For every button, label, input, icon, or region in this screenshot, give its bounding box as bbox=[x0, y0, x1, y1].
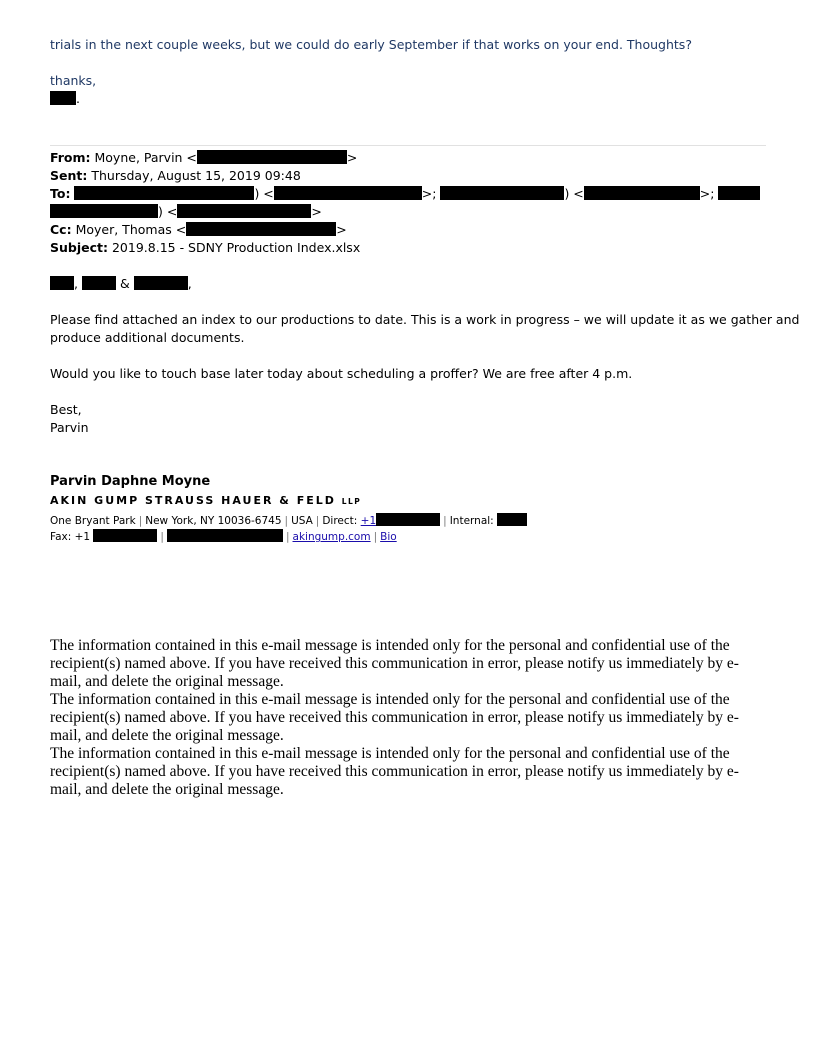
redaction-block bbox=[167, 529, 283, 542]
address-street: One Bryant Park bbox=[50, 515, 136, 527]
fax-line bbox=[50, 529, 397, 545]
address-city: New York, NY 10036-6745 bbox=[145, 515, 282, 527]
firm-name bbox=[50, 494, 361, 507]
separator: | bbox=[285, 531, 290, 543]
signature-name: Parvin Daphne Moyne bbox=[50, 474, 211, 489]
separator: | bbox=[284, 515, 289, 527]
separator: | bbox=[138, 515, 143, 527]
body-signoff: Parvin bbox=[50, 420, 89, 435]
redaction-block bbox=[497, 513, 527, 526]
greeting bbox=[50, 275, 192, 293]
greeting-amp: & bbox=[119, 276, 130, 291]
redaction-block bbox=[177, 204, 311, 218]
redaction-block bbox=[197, 150, 347, 164]
sent-value: Thursday, August 15, 2019 09:48 bbox=[91, 168, 301, 183]
redaction-block bbox=[74, 186, 254, 200]
to-line bbox=[50, 185, 760, 203]
internal-label: Internal: bbox=[449, 515, 494, 527]
redaction-block bbox=[718, 186, 760, 200]
redaction-block bbox=[50, 91, 76, 105]
sent-line bbox=[50, 167, 301, 185]
cc-close: > bbox=[336, 222, 347, 237]
to-line-cont bbox=[50, 203, 322, 221]
firm-suffix: LLP bbox=[341, 497, 362, 506]
disclaimer-paragraph: The information contained in this e-mail message is intended only for the personal and confidential use of the recipient(s) named above. If you have received this communication in error, please notify us immediately by e-mail, and delete the original message. bbox=[50, 745, 739, 798]
address-country: USA bbox=[291, 515, 313, 527]
to-label: To: bbox=[50, 186, 71, 201]
separator: | bbox=[443, 515, 447, 527]
separator: | bbox=[315, 515, 320, 527]
dot: . bbox=[76, 91, 80, 106]
direct-label: Direct: bbox=[322, 515, 358, 527]
to-sep: ) < bbox=[254, 186, 274, 201]
to-sep: >; bbox=[699, 186, 715, 201]
quoted-line: trials in the next couple weeks, but we could do early September if that works on your end. Thoughts? bbox=[50, 37, 692, 52]
quoted-thanks: thanks, bbox=[50, 73, 97, 88]
address-line bbox=[50, 513, 527, 529]
quoted-signature bbox=[50, 90, 80, 108]
redaction-block bbox=[134, 276, 188, 290]
bio-link[interactable]: Bio bbox=[380, 531, 397, 543]
website-link[interactable]: akingump.com bbox=[292, 531, 371, 543]
cc-value: Moyer, Thomas < bbox=[75, 222, 187, 237]
body-para1-line2: produce additional documents. bbox=[50, 330, 245, 345]
disclaimer-block bbox=[50, 637, 766, 799]
from-close: > bbox=[346, 150, 358, 165]
redaction-block bbox=[376, 513, 440, 526]
from-label: From: bbox=[50, 150, 91, 165]
direct-phone-link[interactable]: +1 bbox=[360, 515, 377, 527]
redaction-block bbox=[50, 276, 74, 290]
redaction-block bbox=[274, 186, 422, 200]
to-close: > bbox=[311, 204, 322, 219]
redaction-block bbox=[93, 529, 157, 542]
subject-label: Subject: bbox=[50, 240, 108, 255]
subject-line bbox=[50, 239, 360, 257]
sent-label: Sent: bbox=[50, 168, 88, 183]
to-sep: ) < bbox=[564, 186, 584, 201]
firm-title: AKIN GUMP STRAUSS HAUER & FELD bbox=[50, 494, 336, 507]
disclaimer-paragraph: The information contained in this e-mail message is intended only for the personal and confidential use of the recipient(s) named above. If you have received this communication in error, please notify us immediately by e-mail, and delete the original message. bbox=[50, 691, 739, 744]
greeting-comma: , bbox=[74, 276, 78, 291]
redaction-block bbox=[440, 186, 564, 200]
redaction-block bbox=[186, 222, 336, 236]
redaction-block bbox=[584, 186, 700, 200]
cc-label: Cc: bbox=[50, 222, 72, 237]
disclaimer-paragraph: The information contained in this e-mail message is intended only for the personal and confidential use of the recipient(s) named above. If you have received this communication in error, please notify us immediately by e-mail, and delete the original message. bbox=[50, 637, 739, 690]
body-para2: Would you like to touch base later today about scheduling a proffer? We are free after 4 p.m. bbox=[50, 366, 633, 381]
fax-label: Fax: +1 bbox=[50, 531, 91, 543]
redaction-block bbox=[50, 204, 158, 218]
divider bbox=[50, 145, 766, 146]
greeting-comma: , bbox=[187, 276, 192, 291]
body-closing: Best, bbox=[50, 402, 82, 417]
to-sep: ) < bbox=[158, 204, 178, 219]
redaction-block bbox=[82, 276, 116, 290]
from-line bbox=[50, 149, 357, 167]
body-para1-line1: Please find attached an index to our productions to date. This is a work in progress – we will update it as we gather and bbox=[50, 312, 800, 327]
cc-line bbox=[50, 221, 347, 239]
separator: | bbox=[160, 531, 164, 543]
subject-value: 2019.8.15 - SDNY Production Index.xlsx bbox=[111, 240, 361, 255]
to-sep: >; bbox=[421, 186, 437, 201]
separator: | bbox=[373, 531, 378, 543]
from-value: Moyne, Parvin < bbox=[94, 150, 197, 165]
